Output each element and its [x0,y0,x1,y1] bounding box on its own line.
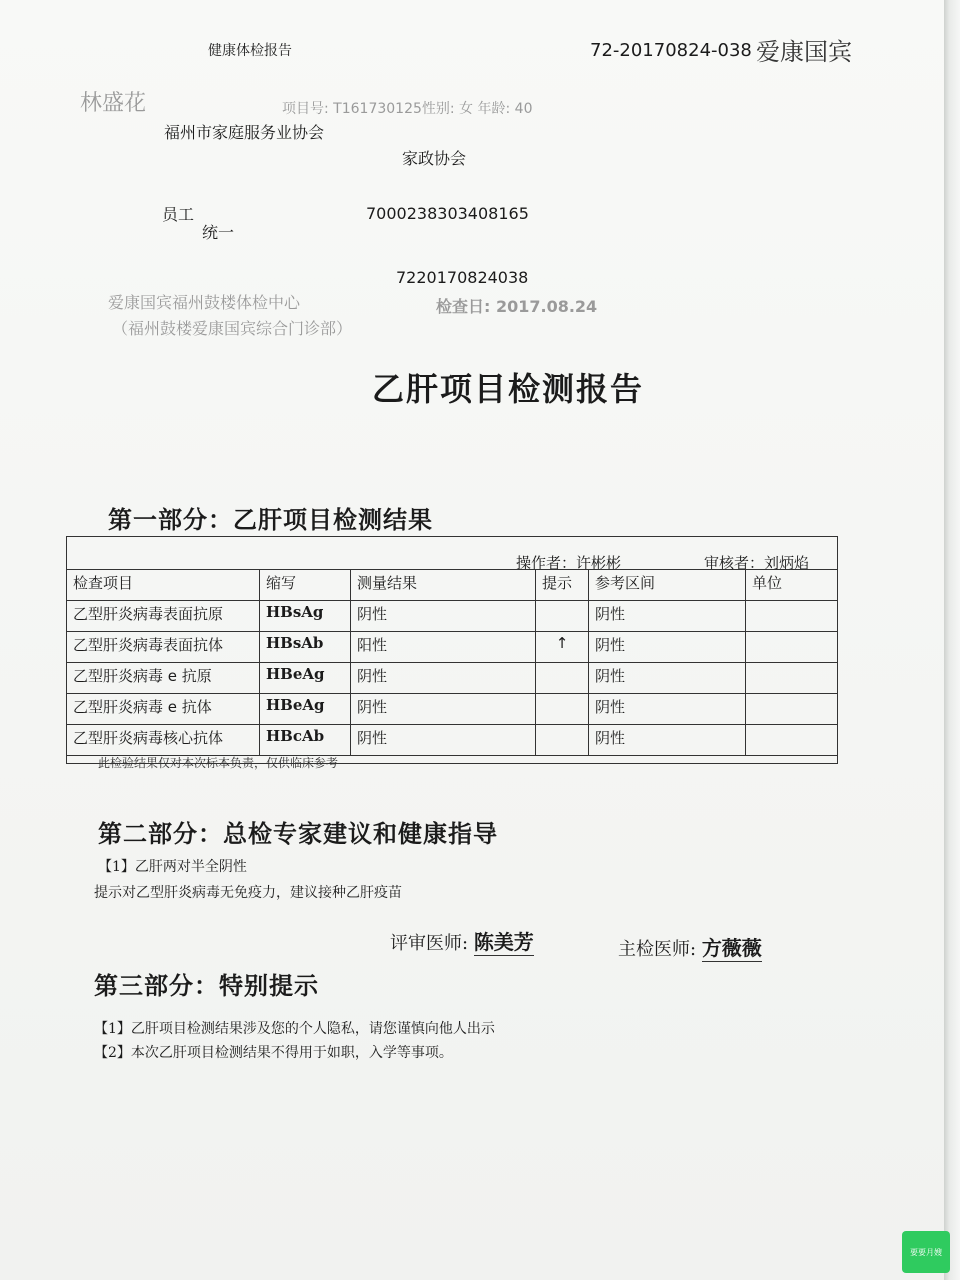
cell-hint [536,601,589,632]
col-header-abbr: 缩写 [260,570,351,601]
lab-disclaimer: 此检验结果仅对本次标本负责，仅供临床参考 [98,756,339,770]
cell-result: 阴性 [351,601,536,632]
col-header-unit: 单位 [746,570,838,601]
cell-hint [536,725,589,756]
role-secondary: 统一 [202,223,235,242]
cell-item: 乙型肝炎病毒核心抗体 [67,725,260,756]
cell-item: 乙型肝炎病毒 e 抗体 [67,694,260,725]
col-header-item: 检查项目 [67,570,260,601]
advice-text: 提示对乙型肝炎病毒无免疫力，建议接种乙肝疫苗 [94,885,402,901]
special-tip-2: 【2】本次乙肝项目检测结果不得用于如职，入学等事项。 [94,1045,453,1061]
cell-unit [746,632,838,663]
cell-item: 乙型肝炎病毒表面抗原 [67,601,260,632]
section2-heading: 第二部分：总检专家建议和健康指导 [98,819,498,848]
cell-result: 阴性 [351,694,536,725]
cell-unit [746,601,838,632]
cell-ref: 阴性 [589,601,746,632]
cell-item: 乙型肝炎病毒 e 抗原 [67,663,260,694]
advice-point: 【1】乙肝两对半全阴性 [98,859,247,875]
table-row [67,663,838,694]
section3-heading: 第三部分：特别提示 [94,971,319,1000]
chief-doctor-label: 主检医师: [618,939,697,960]
cell-abbr: HBeAg [260,694,351,725]
table-header-row [67,570,838,601]
exam-date: 检查日: 2017.08.24 [436,297,598,316]
table-row [67,601,838,632]
col-header-ref: 参考区间 [589,570,746,601]
col-header-hint: 提示 [536,570,589,601]
chief-doctor-signature: 方薇薇 [701,936,762,960]
cell-result: 阳性 [351,632,536,663]
doc-type-label: 健康体检报告 [208,43,292,59]
table-row [67,632,838,663]
cell-unit [746,694,838,725]
report-number: 72-20170824-038 [590,40,752,61]
section1-heading: 第一部分：乙肝项目检测结果 [108,505,433,534]
col-header-result: 测量结果 [351,570,536,601]
report-title: 乙肝项目检测报告 [372,370,645,408]
special-tip-1: 【1】乙肝项目检测结果涉及您的个人隐私，请您谨慎向他人出示 [94,1021,495,1037]
cell-ref: 阴性 [589,663,746,694]
cell-hint: ↑ [536,632,589,663]
chief-doctor [618,932,762,961]
review-doctor-label: 评审医师: [390,933,469,954]
org-secondary: 家政协会 [402,149,467,168]
cell-unit [746,663,838,694]
cell-abbr: HBcAb [260,725,351,756]
cell-abbr: HBsAb [260,632,351,663]
cell-ref: 阴性 [589,632,746,663]
operator-label: 操作者：许彬彬 [516,554,622,572]
cell-result: 阴性 [351,725,536,756]
cell-hint [536,663,589,694]
table-row [67,694,838,725]
cell-abbr: HBeAg [260,663,351,694]
id-number: 7000238303408165 [366,204,529,223]
role-primary: 员工 [162,205,195,224]
reviewer-label: 审核者：刘炳焰 [704,554,810,572]
cell-ref: 阴性 [589,694,746,725]
brand-name: 爱康国宾 [756,38,852,66]
barcode-number: 7220170824038 [396,268,529,287]
review-doctor-signature: 陈美芳 [473,930,534,954]
paper-edge-shadow [944,0,960,1280]
app-watermark-badge: 要要月嫂 [902,1231,950,1273]
table-row [67,725,838,756]
exam-center: 爱康国宾福州鼓楼体检中心 [108,293,301,312]
cell-ref: 阴性 [589,725,746,756]
patient-name: 林盛花 [80,91,147,116]
patient-info-line: 项目号: T161730125性别: 女 年龄: 40 [282,101,533,117]
review-doctor [390,926,534,955]
cell-unit [746,725,838,756]
org-primary: 福州市家庭服务业协会 [164,123,325,142]
cell-abbr: HBsAg [260,601,351,632]
results-table [66,569,838,756]
cell-hint [536,694,589,725]
cell-item: 乙型肝炎病毒表面抗体 [67,632,260,663]
cell-result: 阴性 [351,663,536,694]
exam-center-sub: （福州鼓楼爱康国宾综合门诊部） [112,319,353,338]
